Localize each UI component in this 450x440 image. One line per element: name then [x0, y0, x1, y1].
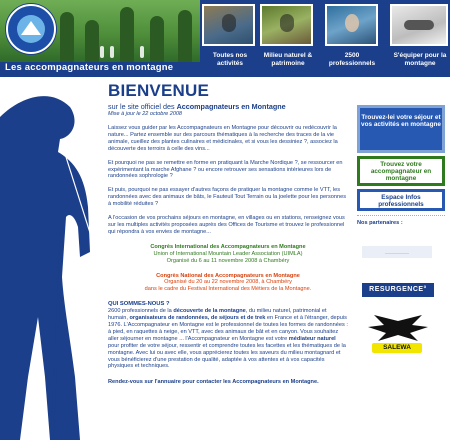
pro-space-button[interactable]: Espace Infos professionnels	[357, 189, 445, 211]
update-date: Mise à jour le 22 octobre 2008	[108, 111, 182, 117]
partner-salewa-label: SALEWA	[372, 343, 422, 353]
event-2-title: Congrès National des Accompagnateurs en Montagne	[156, 272, 300, 279]
nav-photo-milieu[interactable]	[260, 4, 313, 46]
hiker-silhouette-icon	[0, 77, 105, 440]
welcome-subtitle-bold: Accompagnateurs en Montagne	[176, 102, 286, 111]
site-header	[0, 0, 450, 77]
svg-text:————: ————	[385, 251, 409, 257]
event-1-line-2: Union of International Mountain Leader Association (UIMLA)	[153, 250, 303, 257]
about-heading: QUI SOMMES-NOUS ?	[108, 301, 170, 308]
sidebar-divider	[357, 215, 445, 216]
welcome-title: BIENVENUE	[108, 81, 209, 100]
about-text-1: 2600 professionnels de la	[108, 308, 174, 315]
about-text-3: en France et à l'étranger, depuis 1976. L'Accompagnateur en Montagne est le professionnel de toutes les formes de randonnées : à pied, en raquettes à neige, en VTT, avec des animaux de bât et en canyon. Vous souhaitez aller séjourner en montagne ... l'Accompagnateur en Montagne est votre	[108, 315, 348, 342]
intro-paragraph-3: Et puis, pourquoi ne pas essayer d'autres façons de pratiquer la montagne comme le VTT, les randonnées avec des animaux de bâts, le Fauteuil Tout Terrain ou la joelette pour les personnes à mobilité réduites ?	[108, 187, 346, 208]
intro-paragraph-1: Laissez vous guider par les Accompagnateurs en Montagne pour découvrir ou redécouvrir la nature... Partez ensemble sur des parcours thématiques à la recherche des traces de la vie animale, cueillez des plantes culinaires et médicinales, et si vous les dessiniez ?, associez la découverte des terroirs à celle des vins...	[108, 125, 338, 152]
event-international-congress[interactable]	[108, 244, 348, 265]
site-logo[interactable]	[6, 4, 56, 54]
nav-link-activites[interactable]: Toutes nos activités	[212, 52, 248, 67]
welcome-subtitle-prefix: sur le site officiel des	[108, 102, 177, 111]
event-1-line-3: Organisé du 6 au 11 novembre 2008 à Chambéry	[166, 257, 290, 264]
find-guide-button[interactable]: Trouvez votre accompagnateur en montagne	[357, 156, 445, 186]
event-2-line-2: Organisé du 20 au 22 novembre 2008, à Chambéry	[164, 279, 292, 286]
about-text-2: , du milieu naturel, patrimonial et humain,	[108, 308, 327, 322]
intro-paragraph-2: Et pourquoi ne pas se remettre en forme en pratiquant la Marche Nordique ?, se ressourcer en expérimentant la marche Afghane ? ou encore retrouver ses sensations intérieures lors de randonnées sophrologie ?	[108, 159, 343, 180]
main-content	[108, 82, 348, 388]
nav-link-equiper[interactable]: S'équiper pour la montagne	[393, 52, 447, 67]
welcome-subtitle	[108, 102, 348, 111]
about-text	[108, 308, 348, 370]
event-national-congress[interactable]	[108, 273, 348, 294]
site-title: Les accompagnateurs en montagne	[5, 62, 174, 73]
nav-photo-professionnels[interactable]	[325, 4, 378, 46]
event-1-title: Congrès International des Accompagnateurs en Montagne	[150, 243, 306, 250]
event-2-line-3: dans le cadre du Festival International des Métiers de la Montagne.	[144, 286, 312, 293]
intro-paragraph-4: A l'occasion de vos prochains séjours en montagne, en villages ou en stations, renseignez vous sur les multiples activités proposées auprès des Offices de Tourisme et trouvez le professionnel qui répondra à vos envies de montagne...	[108, 215, 345, 235]
about-bold-2: organisateurs de randonnées, de séjours et de trek	[129, 315, 266, 322]
find-stay-button[interactable]: Trouvez-lei votre séjour et vos activités en montagne	[357, 105, 445, 153]
directory-link[interactable]: Rendez-vous sur l'annuaire pour contacter les Accompagnateurs en Montagne.	[108, 379, 319, 386]
about-bold-3: médiateur naturel	[288, 335, 336, 342]
left-decoration	[0, 77, 105, 440]
partner-logo-1[interactable]	[362, 243, 432, 261]
partners-label: Nos partenaires :	[357, 220, 403, 226]
partner-logo-resurgence[interactable]: RESURGENCE°	[362, 283, 434, 297]
nav-photo-equiper[interactable]	[390, 4, 448, 46]
about-text-4: pour profiter de votre séjour, ressentir et comprendre toutes les facettes et les thématiques de la montagne. Avec lui ou avec elle, vous apprécierez toutes les saveurs du milieu montagnard et vous bénéficierez d'une prestation de qualité, adaptée à vos attentes et à vos capacités physiques et techniques.	[108, 342, 346, 370]
about-bold-1: découverte de la montagne	[173, 308, 246, 315]
nav-link-milieu-naturel[interactable]: Milieu naturel & patrimoine	[263, 52, 313, 67]
nav-link-professionnels[interactable]: 2500 professionnels	[328, 52, 376, 67]
nav-photo-activites[interactable]	[202, 4, 255, 46]
